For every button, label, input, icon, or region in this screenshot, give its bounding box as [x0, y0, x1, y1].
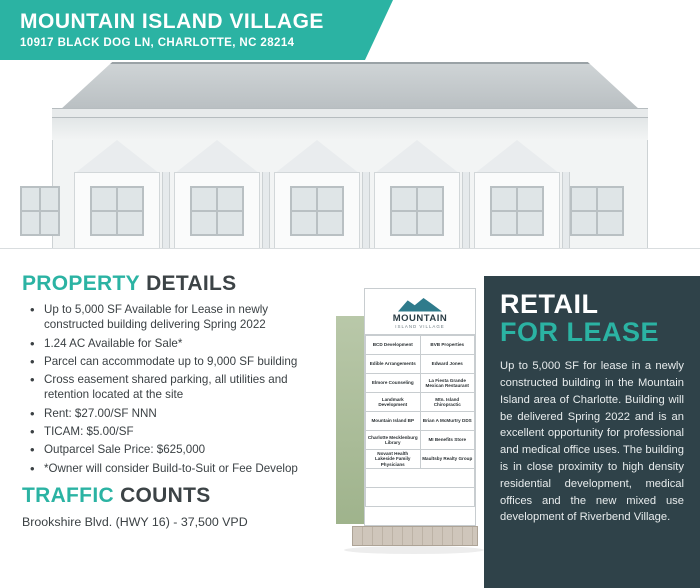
storefront-window [390, 186, 444, 236]
table-row [366, 469, 475, 488]
facade-shadow [52, 118, 648, 140]
table-row [366, 488, 475, 507]
list-item: • *Owner will consider Build-to-Suit or Fee Develop [30, 461, 330, 476]
sign-logo-subtitle: ISLAND VILLAGE [395, 323, 445, 329]
list-item: • Parcel can accommodate up to 9,000 SF building [30, 354, 330, 369]
list-item: • TICAM: $5.00/SF [30, 424, 330, 439]
storefront-window [490, 186, 544, 236]
table-row [366, 450, 475, 469]
traffic-counts-heading-rest: COUNTS [120, 483, 211, 507]
page-title: MOUNTAIN ISLAND VILLAGE [20, 9, 324, 33]
panel-description: Up to 5,000 SF for lease in a newly constructed building in the Mountain Island area of Charlotte. Building will be delivered Spring 2022 and is an excellent opportunity for professional and medical office uses. The building is in close proximity to high density residential development, medical offices and the new mixed use development of Riverbend Village. [500, 360, 684, 524]
tenant-cell: Elmore Counseling [366, 374, 421, 393]
tenant-cell: Brian A McMurtry DDS [420, 412, 475, 431]
header-banner [0, 0, 365, 60]
table-row [366, 355, 475, 374]
panel-heading-for-lease: FOR LEASE [500, 317, 660, 348]
property-details-heading-rest: DETAILS [146, 272, 237, 295]
facade-column [162, 172, 170, 248]
sign-brick-base [352, 526, 478, 546]
sign-panel [364, 288, 476, 526]
table-row [366, 336, 475, 355]
property-address: 10917 BLACK DOG LN, CHARLOTTE, NC 28214 [20, 37, 295, 50]
traffic-counts-heading-accent: TRAFFIC [22, 483, 114, 507]
panel-heading-retail: RETAIL [500, 289, 599, 319]
property-details-heading-accent: PROPERTY [22, 272, 140, 295]
retail-for-lease-panel [484, 276, 700, 588]
monument-sign-photo [330, 288, 480, 558]
sign-shadow [344, 546, 484, 554]
tenant-cell: Landmark Development [366, 393, 421, 412]
sign-logo-name: MOUNTAIN [392, 312, 448, 324]
storefront-window [290, 186, 344, 236]
storefront-window [90, 186, 144, 236]
facade-column [462, 172, 470, 248]
tenant-cell: Edible Arrangements [366, 355, 421, 374]
list-item: • Rent: $27.00/SF NNN [30, 406, 330, 421]
table-row [366, 431, 475, 450]
table-row [366, 412, 475, 431]
tenant-cell: Charlotte Mecklenburg Library [366, 431, 421, 450]
tenant-cell-empty [366, 469, 475, 488]
sign-logo [365, 289, 475, 335]
table-row [366, 393, 475, 412]
facade-column [362, 172, 370, 248]
tenant-cell: Mtn. Island Chiropractic [420, 393, 475, 412]
table-row [366, 374, 475, 393]
mountain-icon [398, 297, 442, 312]
ground-line [0, 248, 700, 268]
roof-shape [60, 62, 640, 110]
storefront-window [190, 186, 244, 236]
facade-column [262, 172, 270, 248]
tenant-directory-table [365, 335, 475, 507]
traffic-count-line: Brookshire Blvd. (HWY 16) - 37,500 VPD [22, 514, 248, 529]
list-item: • Up to 5,000 SF Available for Lease in newly constructed building delivering Spring 2022 [30, 302, 330, 333]
tenant-cell: BVB Properties [420, 336, 475, 355]
tenant-cell: MI Benefits Store [420, 431, 475, 450]
tenant-cell: Edward Jones [420, 355, 475, 374]
list-item: • Cross easement shared parking, all utilities and retention located at the site [30, 372, 330, 403]
storefront-window [570, 186, 624, 236]
tenant-cell: La Fiesta Grande Mexican Restaurant [420, 374, 475, 393]
list-item: • 1.24 AC Available for Sale* [30, 336, 330, 351]
facade-column [562, 172, 570, 248]
tenant-cell: BCD Development [366, 336, 421, 355]
storefront-window [20, 186, 60, 236]
roof-fascia [52, 108, 648, 118]
tenant-cell: Mountain Island BP [366, 412, 421, 431]
list-item: • Outparcel Sale Price: $625,000 [30, 442, 330, 457]
tenant-cell: Novant Health Lakeside Family Physicians [366, 450, 421, 469]
tenant-cell-empty [366, 488, 475, 507]
property-details-list [30, 302, 330, 476]
tenant-cell: Maultsby Realty Group [420, 450, 475, 469]
